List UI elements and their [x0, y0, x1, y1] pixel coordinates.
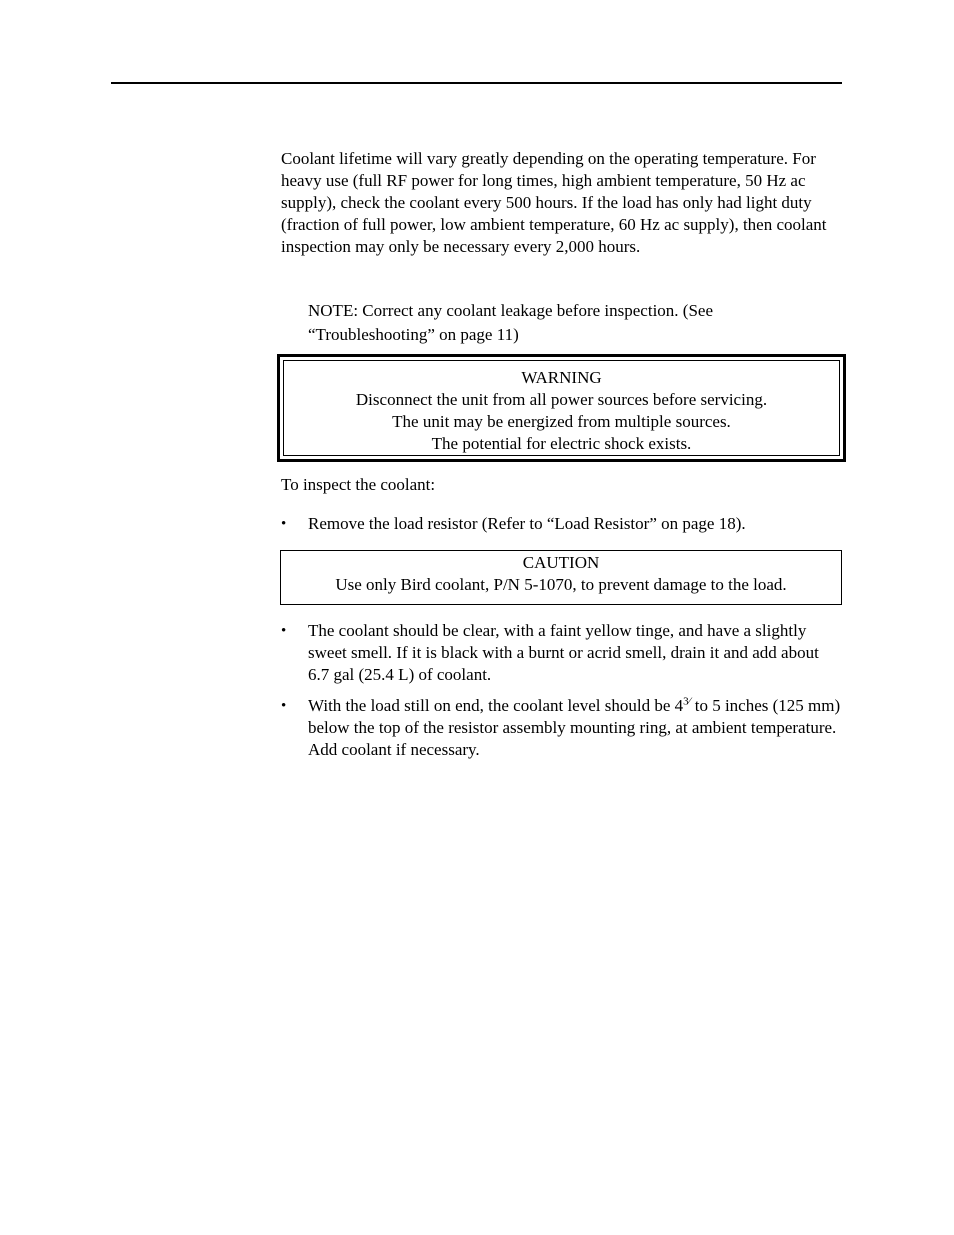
list-item-text: Remove the load resistor (Refer to “Load Resistor” on page 18).	[308, 514, 746, 533]
fraction-three-quarters: 3⁄	[683, 695, 691, 708]
warning-box-inner	[283, 360, 840, 456]
caution-title: CAUTION	[522, 553, 600, 572]
list-item-text	[308, 695, 842, 761]
warning-line-3: The potential for electric shock exists.	[431, 434, 692, 453]
note-paragraph: NOTE: Correct any coolant leakage before inspection. (See “Troubleshooting” on page 11)	[308, 301, 714, 344]
bullet-icon: •	[281, 516, 287, 532]
warning-line-1: Disconnect the unit from all power sources before servicing.	[355, 390, 768, 409]
caution-text: Use only Bird coolant, P/N 5-1070, to prevent damage to the load.	[335, 575, 787, 594]
list-item-text: The coolant should be clear, with a faint yellow tinge, and have a slightly sweet smell. If it is black with a burnt or acrid smell, drain it and add about 6.7 gal (25.4 L) of coolant.	[308, 621, 819, 684]
caution-box	[280, 550, 842, 605]
header-rule	[111, 82, 842, 84]
list-item-text-end: to 5 inches (125 mm) below the top of the resistor assembly mounting ring, at ambient temperature. Add coolant if necessary.	[308, 696, 841, 759]
list-item-text-start: With the load still on end, the coolant level should be 4	[308, 696, 684, 715]
warning-title: WARNING	[521, 368, 602, 387]
inspect-intro: To inspect the coolant:	[281, 475, 436, 494]
warning-box	[277, 354, 846, 462]
intro-paragraph: Coolant lifetime will vary greatly depending on the operating temperature. For heavy use (full RF power for long times, high ambient temperature, 50 Hz ac supply), check the coolant every 500 hours. If the load has only had light duty (fraction of full power, low ambient temperature, 60 Hz ac supply), then coolant inspection may only be necessary every 2,000 hours.	[281, 149, 827, 256]
bullet-icon: •	[281, 623, 287, 639]
bullet-icon: •	[281, 698, 287, 714]
warning-line-2: The unit may be energized from multiple sources.	[392, 412, 731, 431]
